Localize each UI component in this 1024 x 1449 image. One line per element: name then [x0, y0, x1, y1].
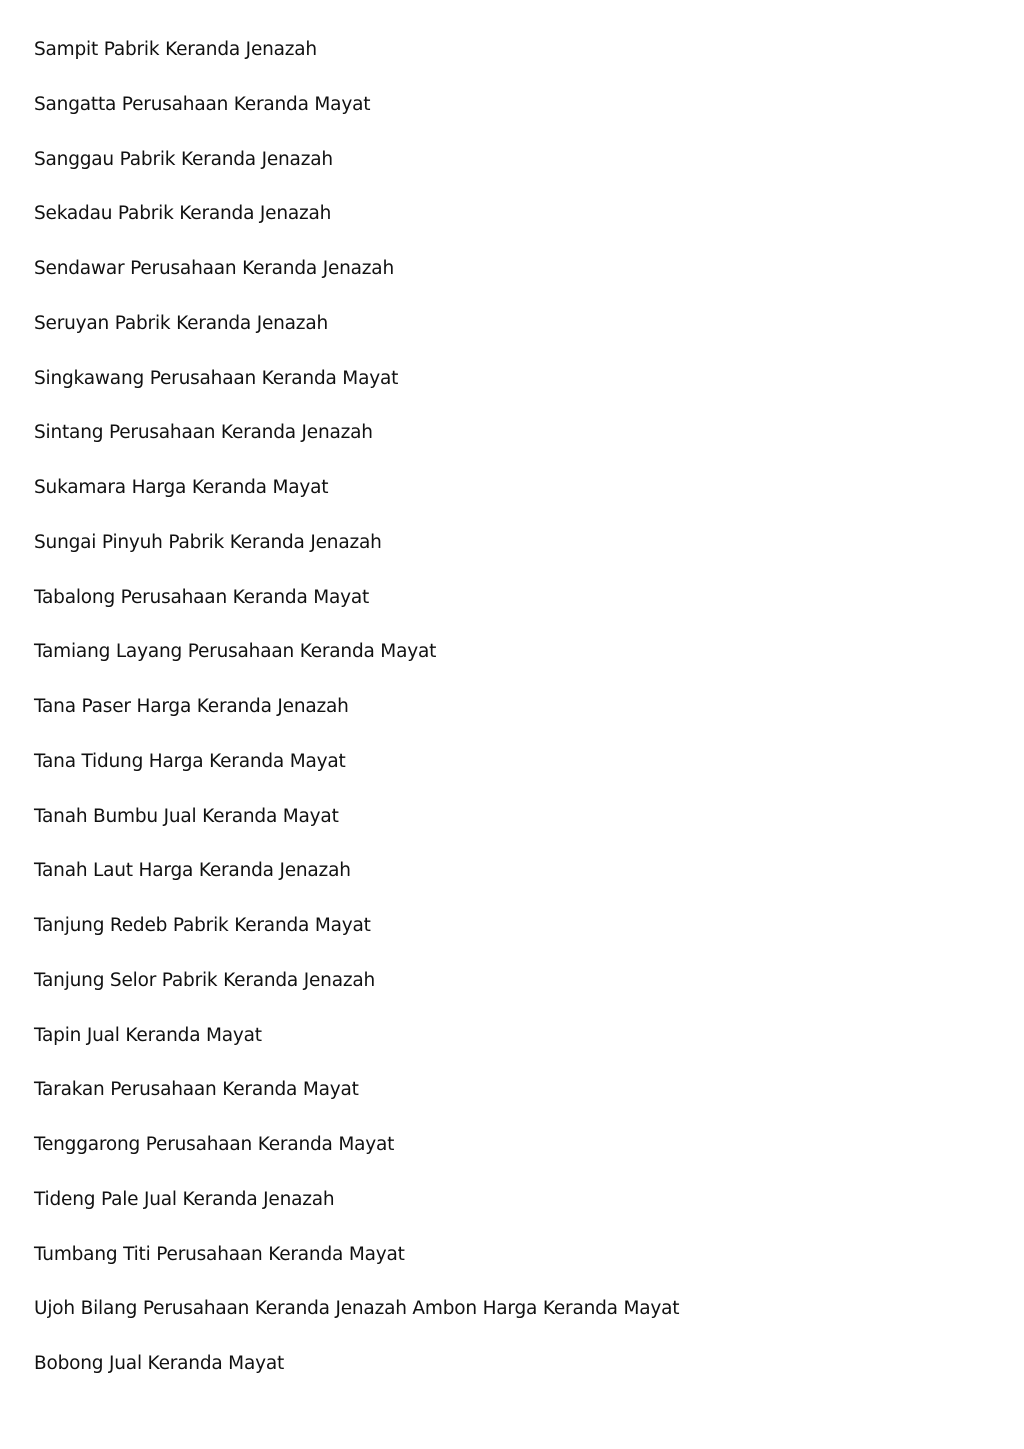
text-line: Sungai Pinyuh Pabrik Keranda Jenazah	[34, 531, 382, 553]
text-line: Sukamara Harga Keranda Mayat	[34, 477, 329, 498]
text-line: Tanjung Selor Pabrik Keranda Jenazah	[34, 969, 376, 991]
text-line: Sintang Perusahaan Keranda Jenazah	[34, 422, 373, 444]
text-line: Sendawar Perusahaan Keranda Jenazah	[34, 258, 394, 279]
text-line: Tabalong Perusahaan Keranda Mayat	[34, 586, 370, 608]
text-line: Tumbang Titi Perusahaan Keranda Mayat	[34, 1243, 405, 1265]
text-line: Seruyan Pabrik Keranda Jenazah	[34, 312, 328, 334]
text-line: Tapin Jual Keranda Mayat	[34, 1024, 262, 1046]
text-line: Sanggau Pabrik Keranda Jenazah	[34, 148, 333, 170]
text-line: Ujoh Bilang Perusahaan Keranda Jenazah Ambon Harga Keranda Mayat	[34, 1298, 680, 1320]
text-line: Sangatta Perusahaan Keranda Mayat	[34, 93, 371, 115]
text-line: Tenggarong Perusahaan Keranda Mayat	[34, 1134, 395, 1155]
text-line: Tarakan Perusahaan Keranda Mayat	[34, 1079, 359, 1101]
text-line: Tanjung Redeb Pabrik Keranda Mayat	[34, 915, 371, 936]
text-line: Tamiang Layang Perusahaan Keranda Mayat	[34, 641, 437, 663]
text-line: Tanah Bumbu Jual Keranda Mayat	[34, 805, 339, 827]
text-line: Sampit Pabrik Keranda Jenazah	[34, 39, 317, 60]
text-line: Tana Paser Harga Keranda Jenazah	[34, 696, 349, 717]
text-line: Singkawang Perusahaan Keranda Mayat	[34, 367, 399, 389]
text-line: Sekadau Pabrik Keranda Jenazah	[34, 203, 332, 225]
text-line-list	[34, 36, 679, 1405]
text-line: Tideng Pale Jual Keranda Jenazah	[34, 1188, 335, 1210]
text-line: Tanah Laut Harga Keranda Jenazah	[34, 860, 351, 882]
text-line: Tana Tidung Harga Keranda Mayat	[34, 750, 346, 772]
text-line: Bobong Jual Keranda Mayat	[34, 1353, 285, 1374]
